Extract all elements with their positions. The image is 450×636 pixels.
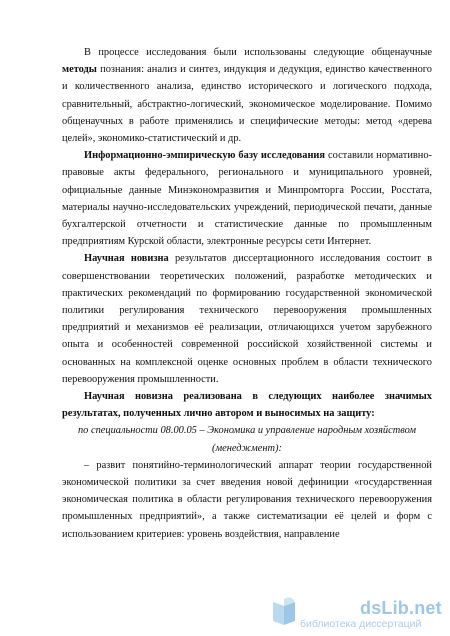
paragraph-empirical-base-text: составили нормативно-правовые акты федерального, регионального и муниципального уровней, официальные данные Минэкономразвития и Минпромторга России, Росстата, материалы научно-исследовательских учреждений, периодической печати, данные бухгалтерской отчетности и статистические данные по промышленным предприятиям Курской области, электронные ресурсы сети Интернет. xyxy=(62,150,432,248)
specialty-line: по специальности 08.00.05 – Экономика и управление народным хозяйством (менеджмент): xyxy=(77,425,417,454)
paragraph-methods xyxy=(62,44,432,147)
paragraph-empirical-base xyxy=(62,147,432,250)
empirical-base-term: Информационно-эмпирическую базу исследования xyxy=(84,150,326,162)
paragraph-results-heading xyxy=(62,388,432,422)
document-body xyxy=(62,44,432,543)
novelty-term: Научная новизна xyxy=(84,253,169,265)
watermark xyxy=(268,596,444,630)
watermark-name: dsLib.net xyxy=(360,598,442,618)
paragraph-novelty xyxy=(62,250,432,388)
methods-term: методы xyxy=(62,64,97,76)
paragraph-novelty-text: результатов диссертационного исследования состоит в совершенствовании теоретических положений, разработке методических и практических рекомендаций по формированию государственной экономической политики регулирования технического перевооружения промышленных предприятий и механизмов её реализации, отличающихся учетом зарубежного опыта и особенностей современной российской хозяйственной системы и основанных на комплексной оценке основных проблем в области технического перевооружения промышленности. xyxy=(62,253,432,385)
book-icon xyxy=(270,596,298,628)
paragraph-methods-lead: В процессе исследования были использованы следующие общенаучные xyxy=(84,47,432,58)
watermark-subtitle: библиотека диссертаций xyxy=(300,618,422,630)
paragraph-result-1: – развит понятийно-терминологический аппарат теории государственной экономической политики за счет введения новой дефиниции «государственная экономическая политика в области регулирования технического перевооружения промышленных предприятий», а также систематизации её целей и форм с использованием критериев: уровень воздействия, направление xyxy=(62,459,432,540)
paragraph-methods-text: познания: анализ и синтез, индукция и дедукция, единство качественного и количественного анализа, единство исторического и логического подхода, сравнительный, абстрактно-логический, экономическое моделирование. Помимо общенаучных в работе применялись и специфические методы: метод «дерева целей», экономико-статистический и др. xyxy=(62,64,432,145)
results-heading: Научная новизна реализована в следующих наиболее значимых результатах, полученных лично автором и выносимых на защиту: xyxy=(62,391,432,420)
